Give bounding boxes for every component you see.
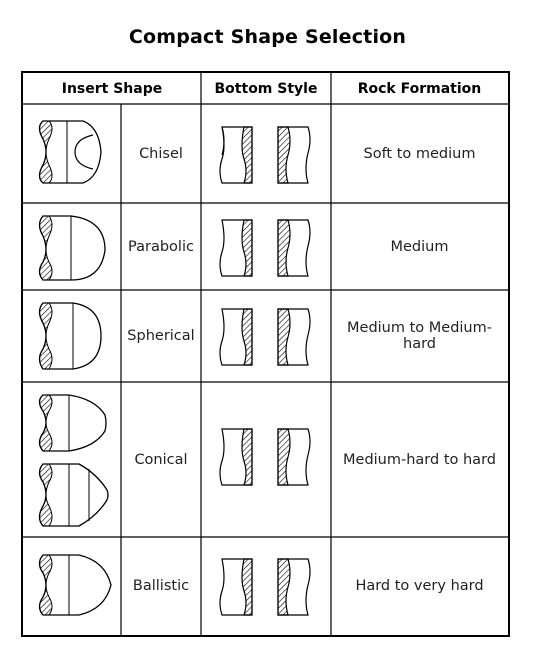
rock-formation-conical: Medium-hard to hard — [343, 451, 496, 468]
rock-formation-spherical: Medium to Medium-hard — [347, 320, 492, 352]
header-insert-shape: Insert Shape — [61, 81, 163, 97]
shape-label-chisel: Chisel — [139, 145, 183, 162]
page-title: Compact Shape Selection — [128, 26, 407, 48]
conical-insert-drawing-top — [35, 391, 111, 455]
bottom-style-drawing-conical — [216, 427, 320, 487]
rock-formation-parabolic: Medium — [390, 238, 449, 255]
bottom-style-drawing-ballistic — [216, 557, 320, 617]
rock-formation-chisel: Soft to medium — [363, 145, 476, 162]
conical-insert-drawing-bottom — [35, 460, 111, 530]
header-bottom-style: Bottom Style — [214, 81, 318, 97]
rock-formation-ballistic: Hard to very hard — [355, 578, 484, 594]
spherical-insert-drawing — [35, 299, 111, 373]
bottom-style-drawing-spherical — [216, 307, 320, 367]
shape-label-parabolic: Parabolic — [128, 238, 194, 255]
bottom-style-drawing-parabolic — [216, 218, 320, 278]
shape-label-spherical: Spherical — [127, 328, 195, 344]
bottom-style-drawing-chisel — [216, 125, 320, 185]
shape-label-ballistic: Ballistic — [132, 578, 190, 594]
ballistic-insert-drawing — [35, 551, 115, 619]
shape-label-conical: Conical — [134, 451, 188, 468]
shape-selection-table — [21, 71, 510, 637]
chisel-insert-drawing — [35, 117, 107, 187]
header-rock-formation: Rock Formation — [357, 81, 482, 97]
parabolic-insert-drawing — [35, 212, 111, 284]
